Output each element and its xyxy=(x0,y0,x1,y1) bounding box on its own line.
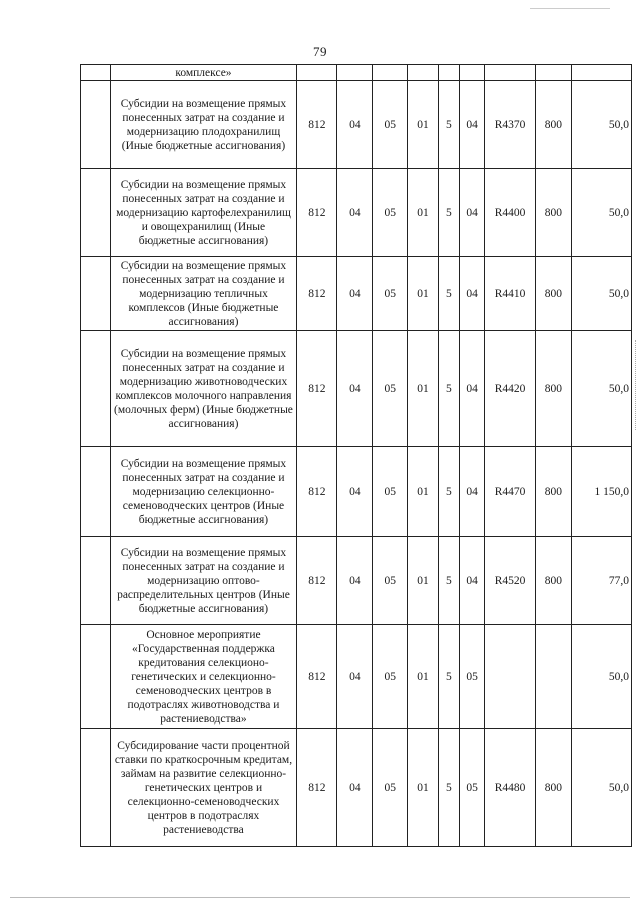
grbs-code: 812 xyxy=(297,81,337,169)
grbs-code: 812 xyxy=(297,625,337,729)
row-marker-cell xyxy=(81,65,111,81)
page-number: 79 xyxy=(313,44,327,59)
grbs-code: 812 xyxy=(297,257,337,331)
program-code: 01 xyxy=(408,625,439,729)
subsection-code: 05 xyxy=(373,625,408,729)
grbs-code: 812 xyxy=(297,447,337,537)
item-name: Субсидии на возмещение прямых понесенных затрат на создание и модернизацию животноводческих комплексов молочного направления (молочных ферм) (Иные бюджетные ассигнования) xyxy=(110,331,297,447)
section-code xyxy=(337,65,373,81)
amount: 77,0 xyxy=(571,537,631,625)
section-code: 04 xyxy=(337,257,373,331)
event-code: 04 xyxy=(459,537,484,625)
amount: 50,0 xyxy=(571,169,631,257)
program-code: 01 xyxy=(408,447,439,537)
event-code: 04 xyxy=(459,81,484,169)
expense-type-code: 800 xyxy=(535,537,571,625)
table-row xyxy=(81,257,632,331)
subsection-code: 05 xyxy=(373,331,408,447)
amount: 50,0 xyxy=(571,257,631,331)
item-name: Субсидии на возмещение прямых понесенных затрат на создание и модернизацию оптово-распределительных центров (Иные бюджетные ассигнования) xyxy=(110,537,297,625)
section-code: 04 xyxy=(337,169,373,257)
expense-type-code: 800 xyxy=(535,331,571,447)
target-code: R4370 xyxy=(485,81,536,169)
expense-type-code: 800 xyxy=(535,169,571,257)
row-marker-cell xyxy=(81,169,111,257)
row-marker-cell xyxy=(81,729,111,847)
amount: 50,0 xyxy=(571,81,631,169)
program-code: 01 xyxy=(408,257,439,331)
section-code: 04 xyxy=(337,331,373,447)
subsection-code: 05 xyxy=(373,169,408,257)
event-code: 04 xyxy=(459,331,484,447)
program-code: 01 xyxy=(408,169,439,257)
subprogram-code: 5 xyxy=(438,537,459,625)
program-code xyxy=(408,65,439,81)
section-code: 04 xyxy=(337,537,373,625)
program-code: 01 xyxy=(408,537,439,625)
scan-artifact-top xyxy=(530,8,610,10)
table-row xyxy=(81,447,632,537)
item-name: Субсидии на возмещение прямых понесенных затрат на создание и модернизацию картофелехранилищ и овощехранилищ (Иные бюджетные ассигнования) xyxy=(110,169,297,257)
target-code: R4520 xyxy=(485,537,536,625)
scan-artifact-right xyxy=(634,340,636,430)
section-code: 04 xyxy=(337,81,373,169)
table-row xyxy=(81,729,632,847)
section-code: 04 xyxy=(337,447,373,537)
amount: 50,0 xyxy=(571,625,631,729)
subsection-code: 05 xyxy=(373,81,408,169)
item-name: Субсидии на возмещение прямых понесенных затрат на создание и модернизацию тепличных комплексов (Иные бюджетные ассигнования) xyxy=(110,257,297,331)
item-name: Основное мероприятие «Государственная поддержка кредитования селекционо-генетических и селекционно-семеноводческих центров в подотраслях животноводства и растениеводства» xyxy=(110,625,297,729)
section-code: 04 xyxy=(337,729,373,847)
target-code: R4410 xyxy=(485,257,536,331)
subsection-code: 05 xyxy=(373,257,408,331)
row-marker-cell xyxy=(81,81,111,169)
table-row xyxy=(81,65,632,81)
item-name: комплексе» xyxy=(110,65,297,81)
target-code: R4420 xyxy=(485,331,536,447)
target-code: R4400 xyxy=(485,169,536,257)
item-name: Субсидии на возмещение прямых понесенных затрат на создание и модернизацию селекционно-семеноводческих центров (Иные бюджетные ассигнования) xyxy=(110,447,297,537)
subsection-code xyxy=(373,65,408,81)
amount: 50,0 xyxy=(571,729,631,847)
row-marker-cell xyxy=(81,625,111,729)
target-code xyxy=(485,65,536,81)
subprogram-code: 5 xyxy=(438,625,459,729)
item-name: Субсидирование части процентной ставки по краткосрочным кредитам, займам на развитие селекционно-генетических центров и селекционно-семеноводческих центров в подотраслях растениеводства xyxy=(110,729,297,847)
target-code xyxy=(485,625,536,729)
target-code: R4480 xyxy=(485,729,536,847)
budget-table xyxy=(80,64,632,847)
subsection-code: 05 xyxy=(373,537,408,625)
row-marker-cell xyxy=(81,447,111,537)
grbs-code: 812 xyxy=(297,331,337,447)
row-marker-cell xyxy=(81,257,111,331)
program-code: 01 xyxy=(408,331,439,447)
table-row xyxy=(81,625,632,729)
expense-type-code: 800 xyxy=(535,729,571,847)
subprogram-code: 5 xyxy=(438,81,459,169)
table-row xyxy=(81,331,632,447)
expense-type-code: 800 xyxy=(535,81,571,169)
scan-artifact-bottom xyxy=(10,897,630,899)
subprogram-code: 5 xyxy=(438,729,459,847)
subsection-code: 05 xyxy=(373,447,408,537)
event-code xyxy=(459,65,484,81)
subprogram-code: 5 xyxy=(438,447,459,537)
grbs-code xyxy=(297,65,337,81)
amount: 1 150,0 xyxy=(571,447,631,537)
event-code: 04 xyxy=(459,169,484,257)
program-code: 01 xyxy=(408,81,439,169)
event-code: 05 xyxy=(459,729,484,847)
table-row xyxy=(81,81,632,169)
amount xyxy=(571,65,631,81)
row-marker-cell xyxy=(81,331,111,447)
program-code: 01 xyxy=(408,729,439,847)
subsection-code: 05 xyxy=(373,729,408,847)
section-code: 04 xyxy=(337,625,373,729)
amount: 50,0 xyxy=(571,331,631,447)
event-code: 05 xyxy=(459,625,484,729)
subprogram-code: 5 xyxy=(438,169,459,257)
table-row xyxy=(81,537,632,625)
expense-type-code: 800 xyxy=(535,447,571,537)
row-marker-cell xyxy=(81,537,111,625)
grbs-code: 812 xyxy=(297,729,337,847)
event-code: 04 xyxy=(459,257,484,331)
expense-type-code: 800 xyxy=(535,257,571,331)
target-code: R4470 xyxy=(485,447,536,537)
subprogram-code: 5 xyxy=(438,257,459,331)
expense-type-code xyxy=(535,65,571,81)
item-name: Субсидии на возмещение прямых понесенных затрат на создание и модернизацию плодохранилищ (Иные бюджетные ассигнования) xyxy=(110,81,297,169)
grbs-code: 812 xyxy=(297,537,337,625)
table-row xyxy=(81,169,632,257)
expense-type-code xyxy=(535,625,571,729)
subprogram-code: 5 xyxy=(438,331,459,447)
event-code: 04 xyxy=(459,447,484,537)
grbs-code: 812 xyxy=(297,169,337,257)
subprogram-code xyxy=(438,65,459,81)
